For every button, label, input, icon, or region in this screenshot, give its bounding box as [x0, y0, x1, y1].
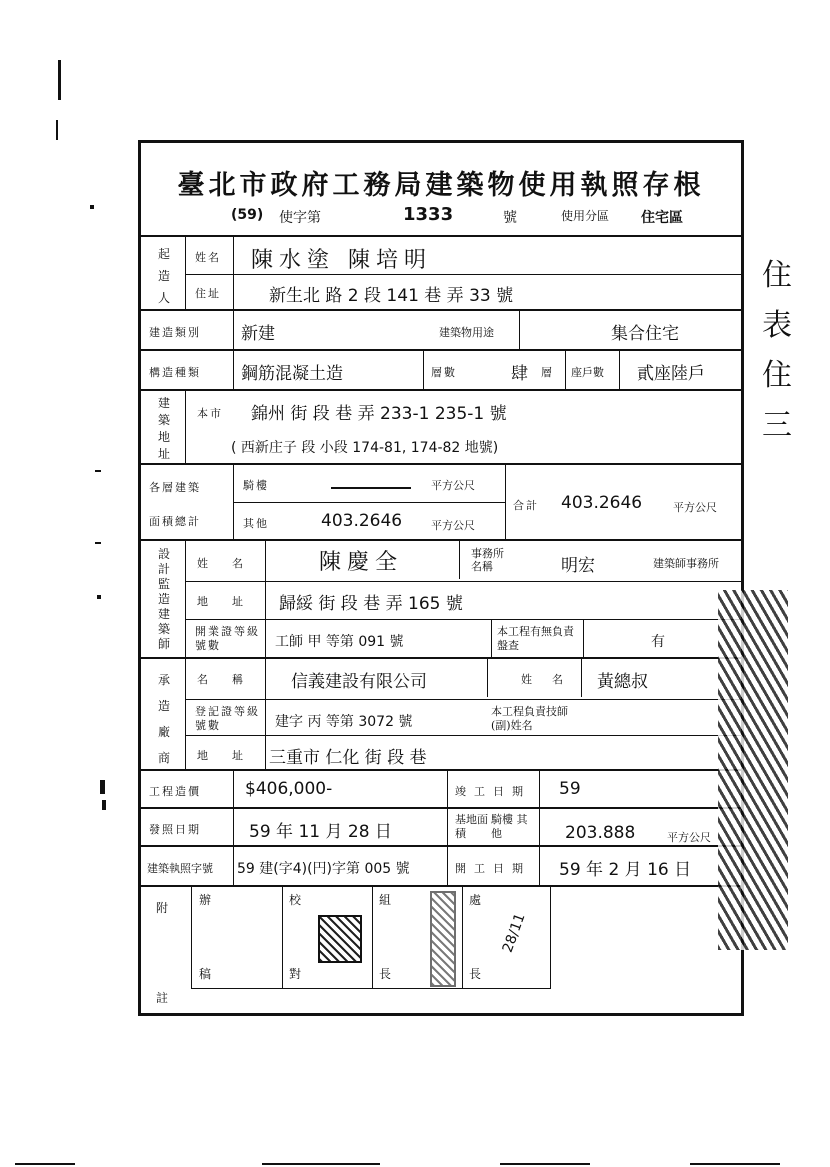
seal-stamp	[318, 915, 362, 963]
start-date-label: 開工日期	[455, 862, 531, 875]
construction-use-value: 集合住宅	[611, 324, 679, 344]
permit-value: 59 建(字4)(円)字第 005 號	[237, 861, 410, 877]
license-label: 開業證等級號數	[195, 625, 260, 652]
liability-label: 本工程有無負責盤查	[497, 625, 574, 652]
contractor-reg-value: 建字 丙 等第 3072 號	[275, 714, 413, 730]
applicant-address-label: 住址	[195, 287, 221, 300]
margin-mark	[97, 595, 101, 599]
margin-mark	[56, 120, 58, 140]
architect-address-value: 歸綏 街 段 巷 弄 165 號	[279, 594, 463, 614]
area-row	[141, 463, 741, 539]
sign-date: 28/11	[499, 911, 529, 955]
form-title: 臺北市政府工務局建築物使用執照存根	[177, 170, 705, 201]
applicant-section: 起造人	[157, 247, 170, 305]
area-section-line2: 面積總計	[149, 515, 201, 528]
contractor-address-value: 三重市 仁化 街 段 巷	[269, 748, 427, 768]
construction-use-label: 建築物用途	[439, 326, 494, 339]
bottom-rule	[690, 1163, 780, 1165]
applicant-names: 陳水塗 陳培明	[251, 248, 432, 273]
approval-draft-top: 辦	[198, 893, 211, 907]
construction-row	[141, 309, 741, 349]
issue-row	[141, 807, 741, 845]
area-other-label: 其他	[243, 517, 269, 530]
floors-label: 層數	[431, 366, 457, 379]
approval-director-top: 處	[468, 893, 481, 907]
construction-type-value: 新建	[241, 324, 275, 344]
contractor-section: 承造廠商	[157, 673, 170, 765]
site-section: 建築地址	[157, 396, 170, 461]
margin-mark	[90, 205, 94, 209]
contractor-person-label: 姓名	[521, 673, 583, 686]
approval-boxes	[191, 887, 551, 989]
contractor-address-label: 地址	[197, 749, 267, 762]
start-date-value: 59 年 2 月 16 日	[559, 860, 692, 880]
permit-row	[141, 845, 741, 885]
architect-address-label: 地址	[197, 595, 267, 608]
license-value: 工師 甲 等第 091 號	[275, 634, 404, 650]
land-area-unit: 平方公尺	[667, 831, 711, 844]
remarks-row	[141, 885, 741, 1016]
area-total-unit: 平方公尺	[673, 501, 717, 514]
completion-value: 59	[559, 779, 581, 799]
applicant-row	[141, 235, 741, 309]
contractor-name-label: 名稱	[197, 673, 267, 686]
permit-suffix: 號	[503, 210, 517, 226]
structure-type-label: 構造種類	[149, 366, 201, 379]
land-area-value: 203.888	[565, 823, 636, 843]
permit-prefix: 使字第	[279, 210, 321, 226]
architect-name-label: 姓名	[197, 557, 267, 570]
remarks-label-bottom: 註	[155, 991, 168, 1005]
contractor-row	[141, 657, 741, 769]
margin-glyph: 表	[762, 308, 792, 343]
bottom-rule	[262, 1163, 380, 1165]
issue-date-label: 發照日期	[149, 823, 201, 836]
arcade-label: 騎樓	[243, 479, 269, 492]
approval-proof-bottom: 對	[288, 967, 301, 981]
margin-glyph: 三	[762, 408, 792, 443]
site-row	[141, 389, 741, 463]
issue-date-value: 59 年 11 月 28 日	[249, 822, 392, 842]
cost-row	[141, 769, 741, 807]
permit-year: (59)	[231, 207, 264, 223]
margin-glyph: 住	[762, 258, 792, 293]
floors-unit: 層	[541, 366, 554, 379]
approval-section-bottom: 長	[378, 967, 391, 981]
permit-form	[138, 140, 744, 1016]
ink-smudge	[718, 590, 788, 950]
margin-mark	[102, 800, 106, 810]
contractor-name-value: 信義建設有限公司	[291, 672, 427, 692]
cost-label: 工程造價	[149, 785, 201, 798]
firm-label: 事務所名稱	[471, 547, 504, 573]
margin-mark	[95, 470, 101, 472]
structure-type-value: 鋼筋混凝土造	[241, 364, 343, 384]
approval-draft-bottom: 稿	[198, 967, 211, 981]
area-total-value: 403.2646	[561, 493, 643, 513]
contractor-reg-label: 登記證等級號數	[195, 705, 260, 732]
arcade-unit: 平方公尺	[431, 479, 475, 492]
units-value: 貳座陸戶	[637, 364, 705, 384]
zone-label: 使用分區	[561, 209, 610, 223]
margin-mark	[58, 60, 61, 100]
permit-label: 建築執照字號	[147, 862, 213, 875]
architect-row	[141, 539, 741, 657]
construction-type-label: 建造類別	[149, 326, 201, 339]
land-area-sub: 騎樓 其他	[491, 813, 528, 840]
zone-value: 住宅區	[641, 210, 683, 226]
applicant-address: 新生北 路 2 段 141 巷 弄 33 號	[269, 286, 514, 306]
remarks-label-top: 附	[155, 901, 168, 915]
contractor-person-value: 黃總叔	[597, 672, 648, 692]
site-city: 本市	[197, 407, 223, 420]
site-line1: 錦州 街 段 巷 弄 233-1 235-1 號	[251, 404, 507, 424]
bottom-rule	[15, 1163, 75, 1165]
approval-section-top: 組	[378, 893, 391, 907]
signature-stamp	[430, 891, 456, 987]
completion-label: 竣工日期	[455, 785, 531, 798]
units-label: 座戶數	[571, 366, 604, 379]
margin-mark	[100, 780, 105, 794]
site-line2: ( 西新庄子 段 小段 174-81, 174-82 地號)	[231, 440, 499, 456]
liability-value: 有	[651, 634, 665, 650]
firm-suffix: 建築師事務所	[653, 557, 719, 570]
floors-value: 肆	[511, 364, 528, 384]
approval-proof-top: 校	[288, 893, 301, 907]
area-section-line1: 各層建築	[149, 481, 201, 494]
engineer-label: 本工程負責技師(副)姓名	[491, 705, 568, 732]
area-total-label: 合計	[513, 499, 539, 512]
area-other-value: 403.2646	[321, 511, 403, 531]
margin-glyph: 住	[762, 358, 792, 393]
permit-number: 1333	[403, 204, 454, 225]
bottom-rule	[500, 1163, 590, 1165]
architect-name-value: 陳慶全	[319, 550, 404, 575]
firm-value: 明宏	[561, 556, 595, 576]
structure-row	[141, 349, 741, 389]
margin-mark	[95, 542, 101, 544]
approval-director-bottom: 長	[468, 967, 481, 981]
land-area-label: 基地面積	[455, 813, 488, 840]
area-other-unit: 平方公尺	[431, 519, 475, 532]
architect-section: 設計監造建築師	[157, 547, 170, 651]
applicant-name-label: 姓名	[195, 251, 221, 264]
cost-value: $406,000-	[245, 779, 333, 799]
